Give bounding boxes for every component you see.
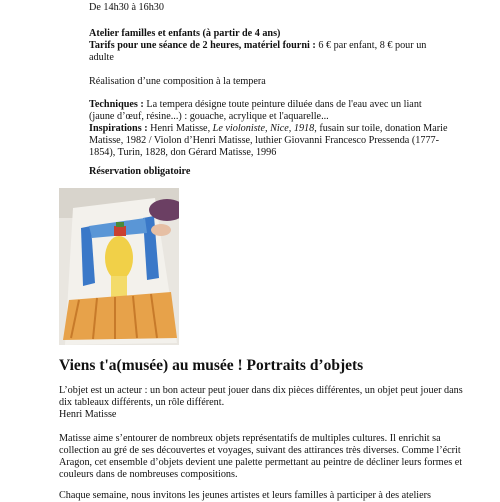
atelier-title: Atelier familles et enfants (à partir de 4 ans) bbox=[89, 28, 281, 39]
schedule-text: De 14h30 à 16h30 bbox=[89, 2, 164, 13]
workshop-photo bbox=[59, 188, 179, 345]
paragraph-objets: Matisse aime s’entourer de nombreux objets représentatifs de multiples cultures. Il enrichit sa collection au gré de ses découvertes et voyages, suivant des attirances très diverses. Comme l’écrit Aragon, cet ensemble d’objets devient une palette permettant au peintre de décliner leurs formes et couleurs dans de nombreuses compositions. bbox=[59, 433, 463, 480]
realisation-text: Réalisation d’une composition à la tempera bbox=[89, 76, 266, 87]
techniques-paragraph bbox=[89, 99, 449, 123]
section-heading: Viens t'a(musée) au musée ! Portraits d’objets bbox=[59, 357, 364, 374]
reservation-text: Réservation obligatoire bbox=[89, 166, 191, 177]
techniques-text: La tempera désigne toute peinture diluée dans de l'eau avec un liant (jaune d’œuf, résine...) : gouache, acrylique et l'aquarelle... bbox=[89, 99, 422, 122]
paragraph-semaine: Chaque semaine, nous invitons les jeunes artistes et leurs familles à participer à des ateliers bbox=[59, 490, 432, 501]
tarifs-paragraph bbox=[89, 40, 449, 64]
quote-author: Henri Matisse bbox=[59, 409, 117, 420]
tarifs-value: 6 € par enfant, 8 € pour un adulte bbox=[89, 40, 427, 63]
tarifs-label: Tarifs pour une séance de 2 heures, matériel fourni : bbox=[89, 40, 316, 51]
inspirations-work-title: Le violoniste, Nice, 1918 bbox=[212, 123, 315, 134]
quote-text: L’objet est un acteur : un bon acteur peut jouer dans dix pièces différentes, un objet peut jouer dans dix tableaux différents, un rôle différent. bbox=[59, 385, 463, 408]
inspirations-text-a: Henri Matisse, bbox=[147, 123, 213, 134]
techniques-label: Techniques : bbox=[89, 99, 144, 110]
inspirations-paragraph bbox=[89, 123, 449, 159]
inspirations-label: Inspirations : bbox=[89, 123, 148, 134]
inspirations-text-b: , fusain sur toile, donation Marie Matisse, 1982 / Violon d’Henri Matisse, luthier Giovanni Francesco Pressenda (1777-1854), Turin, 1828, don Gérard Matisse, 1996 bbox=[89, 123, 448, 158]
workshop-photo-drawing bbox=[59, 188, 179, 345]
